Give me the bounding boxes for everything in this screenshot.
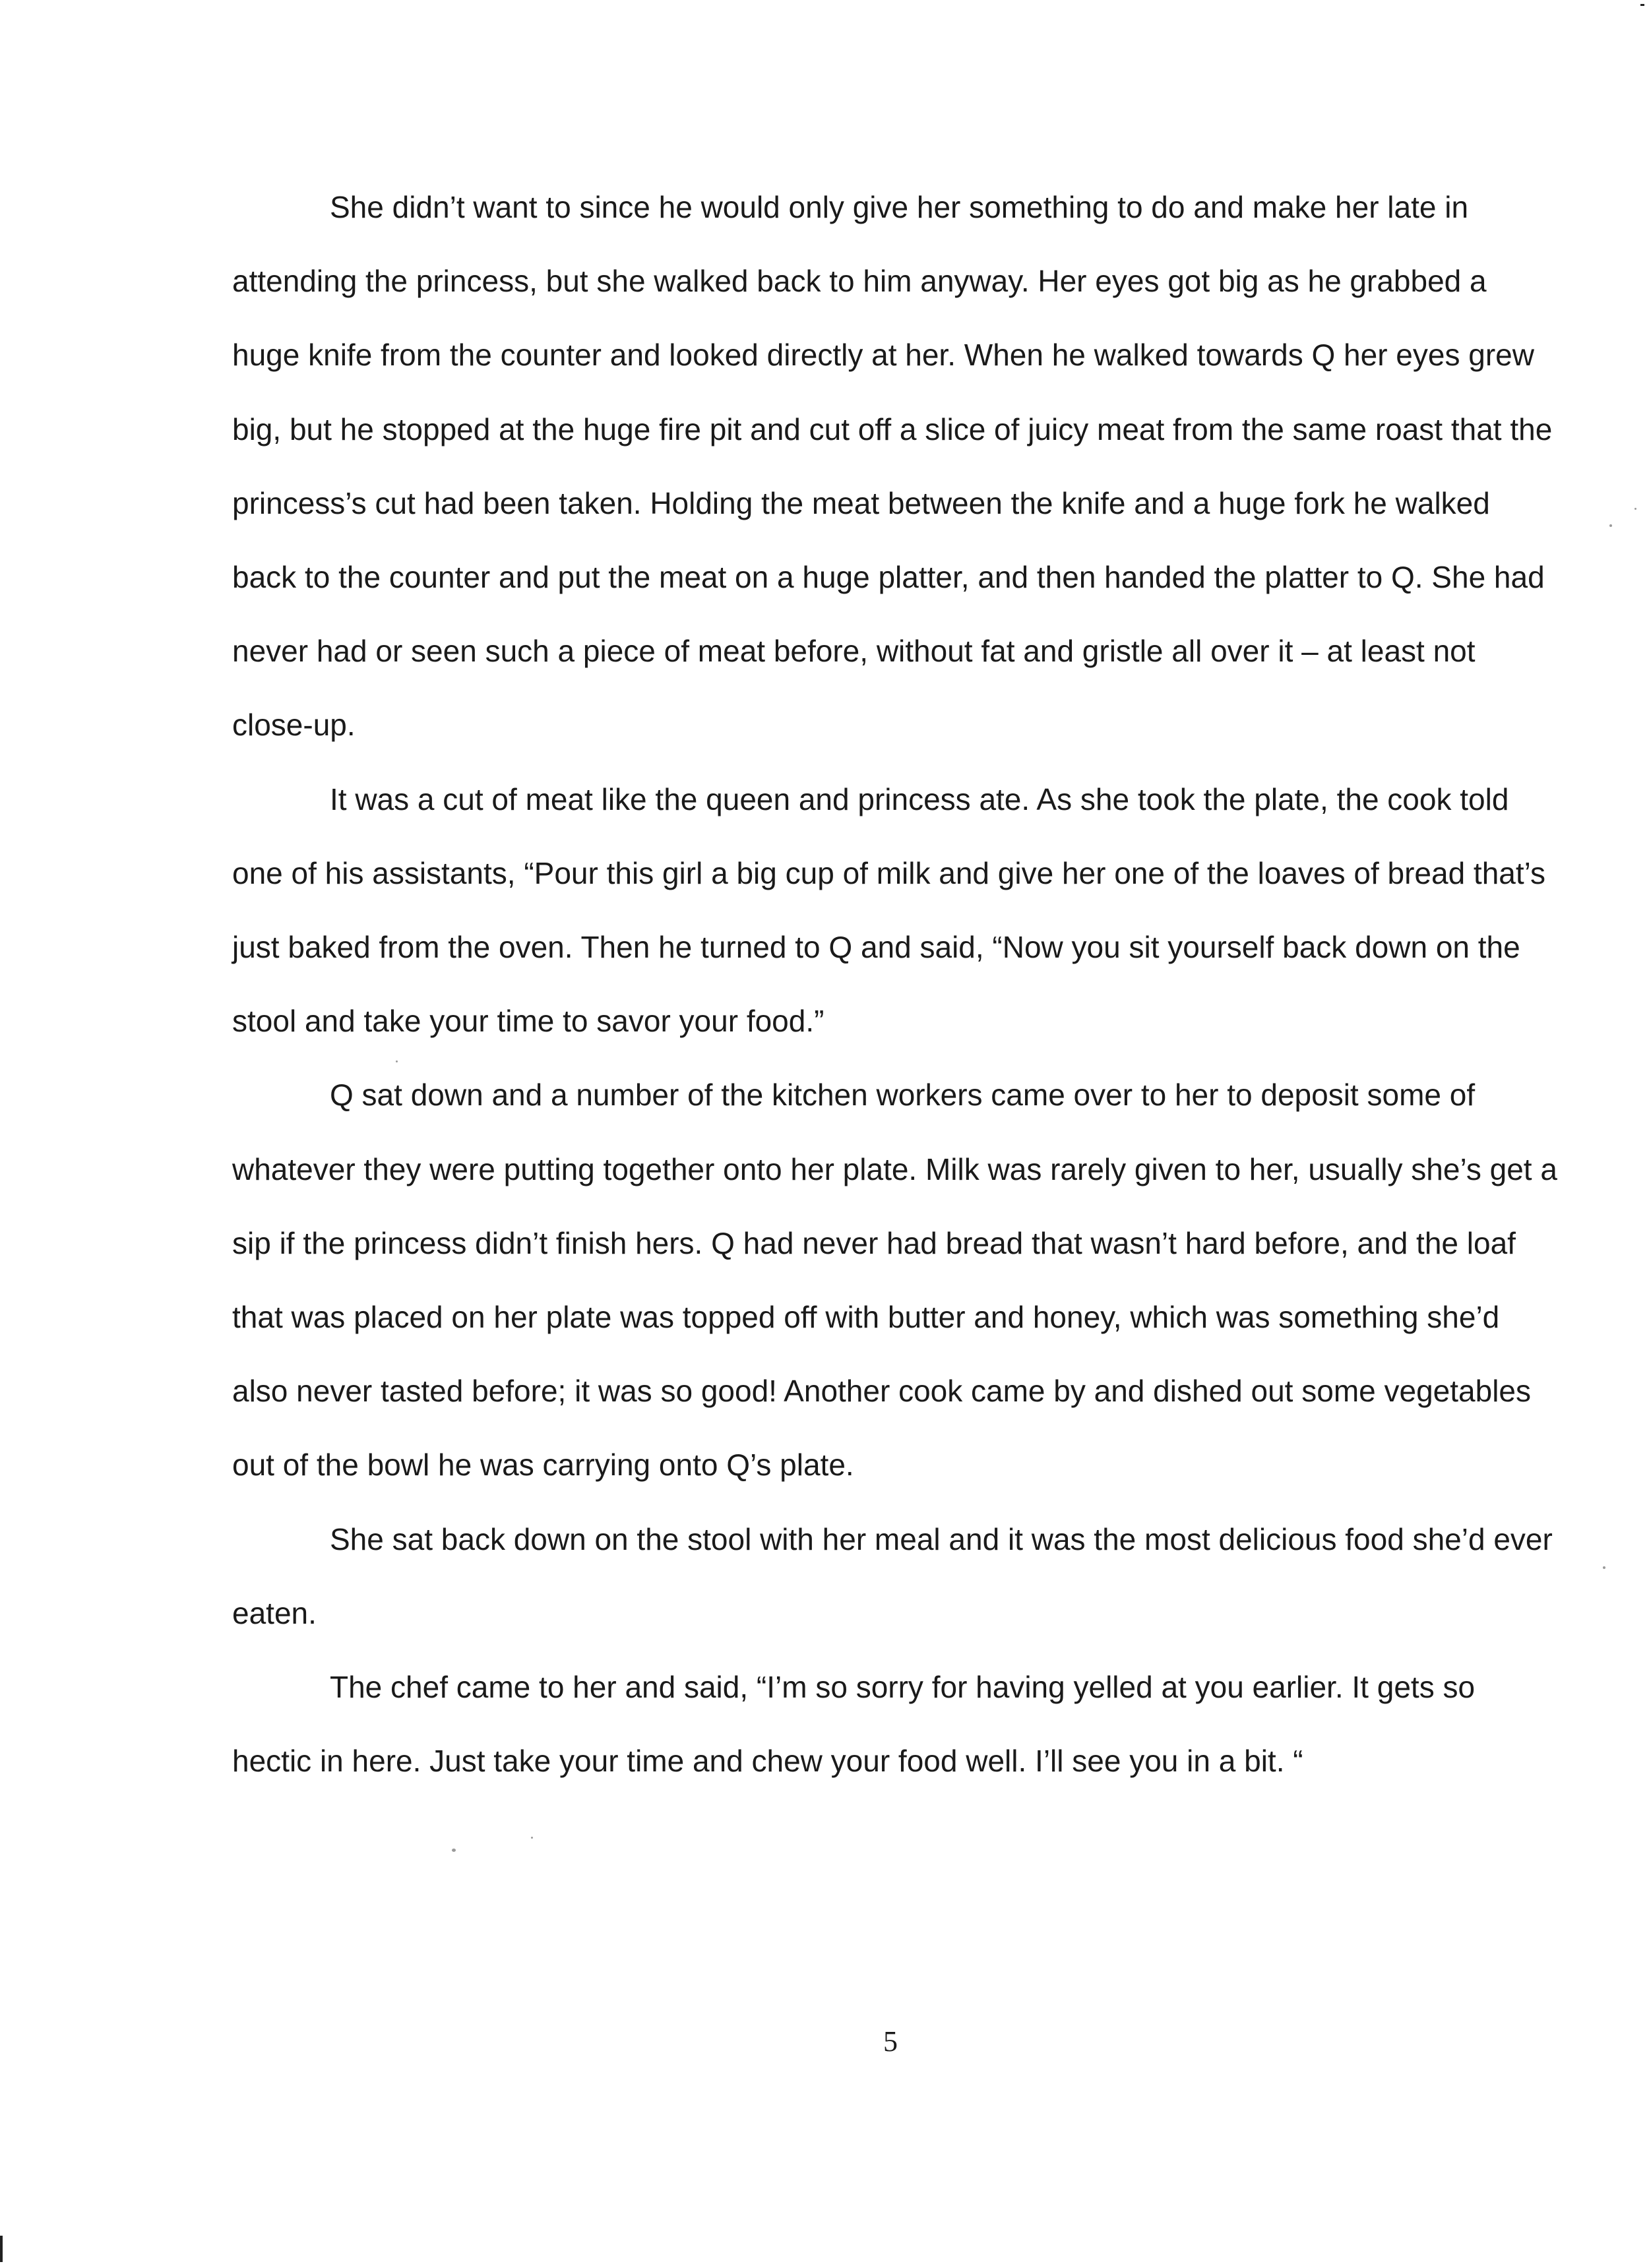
paragraph-5: The chef came to her and said, “I’m so sorry for having yelled at you earlier. It gets so hectic in here. Just take your time and chew your food well. I’ll see you in a bit. “ — [232, 1670, 1476, 1779]
paragraph-2: It was a cut of meat like the queen and princess ate. As she took the plate, the cook told one of his assistants, “Pour this girl a big cup of milk and give her one of the loaves of bread that’s just baked from the oven. Then he turned to Q and said, “Now you sit yourself back down on the stool and take your time to savor your food.” — [232, 782, 1546, 1039]
scan-speck — [531, 1837, 533, 1839]
body-text — [232, 170, 1558, 1798]
scan-edge-mark — [0, 2236, 3, 2262]
scan-edge-mark — [1640, 4, 1644, 6]
paragraph-3: Q sat down and a number of the kitchen workers came over to her to deposit some of whatever they were putting together onto her plate. Milk was rarely given to her, usually she’s get a sip if the princess didn’t finish hers. Q had never had bread that wasn’t hard before, and the loaf that was placed on her plate was topped off with butter and honey, which was something she’d also never tasted before; it was so good! Another cook came by and dished out some vegetables out of the bowl he was carrying onto Q’s plate. — [232, 1078, 1557, 1483]
page-number: 5 — [883, 2025, 898, 2058]
paragraph-1: She didn’t want to since he would only give her something to do and make her late in attending the princess, but she walked back to him anyway. Her eyes got big as he grabbed a huge knife from the counter and looked directly at her. When he walked towards Q her eyes grew big, but he stopped at the huge fire pit and cut off a slice of juicy meat from the same roast that the princess’s cut had been taken. Holding the meat between the knife and a huge fork he walked back to the counter and put the meat on a huge platter, and then handed the platter to Q. She had never had or seen such a piece of meat before, without fat and gristle all over it – at least not close-up. — [232, 190, 1553, 743]
paragraph-4: She sat back down on the stool with her meal and it was the most delicious food she’d ever eaten. — [232, 1521, 1553, 1630]
scan-speck — [396, 1060, 398, 1062]
scan-speck — [1609, 524, 1612, 527]
scan-speck — [1603, 1566, 1605, 1569]
scan-speck — [1634, 508, 1636, 510]
scan-speck — [452, 1849, 456, 1852]
